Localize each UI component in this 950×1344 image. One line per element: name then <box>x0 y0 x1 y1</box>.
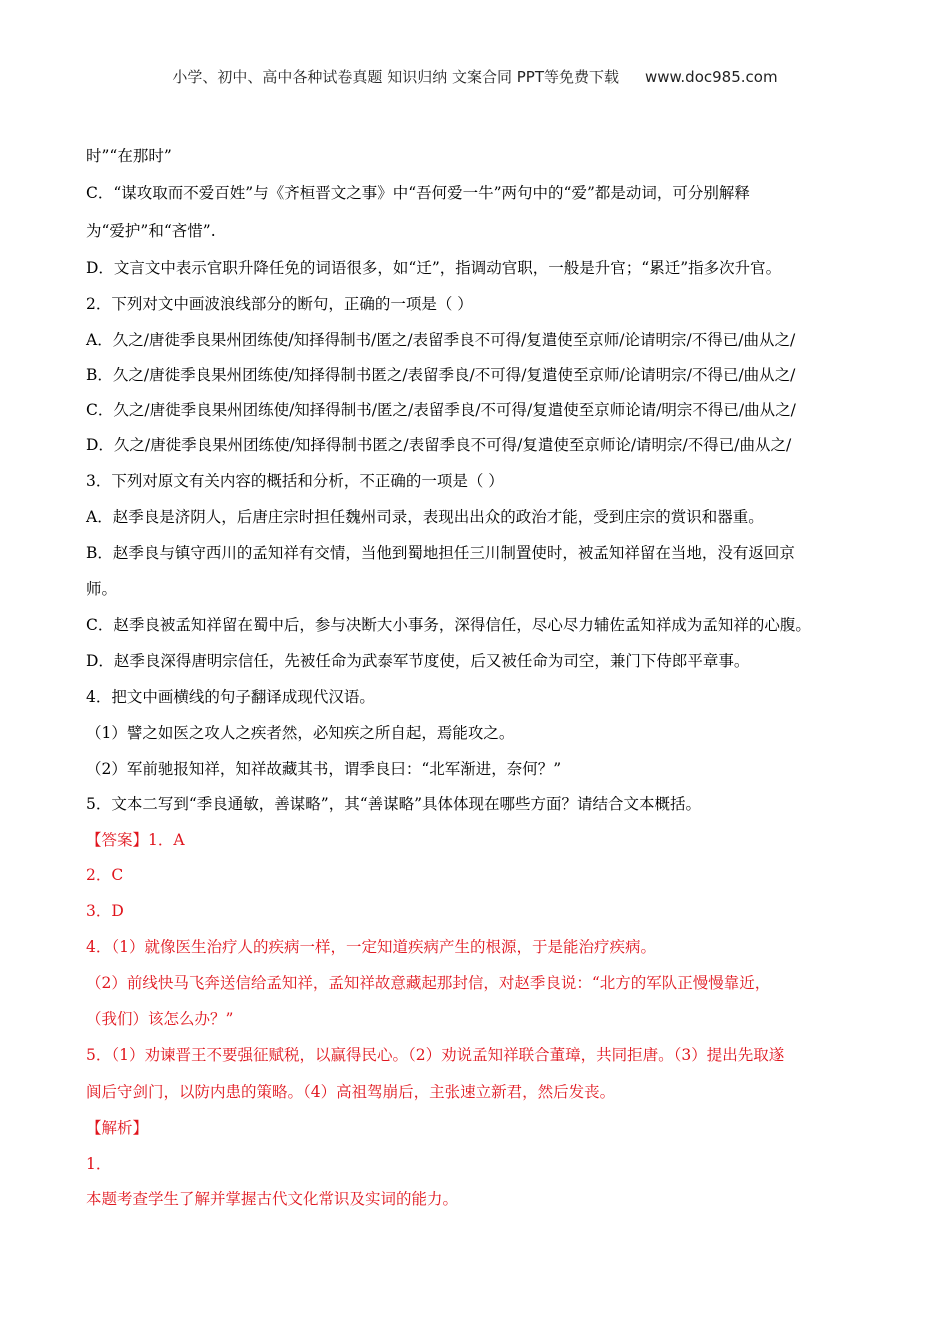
text-line: 师。 <box>86 580 118 598</box>
answer-5-line: 阆后守剑门，以防内患的策略。（4）高祖驾崩后，主张速立新君，然后发丧。 <box>86 1083 616 1101</box>
option-c-line: C．“谋攻取而不爱百姓”与《齐桓晋文之事》中“吾何爱一牛”两句中的“爱”都是动词，可分别解释 <box>86 184 750 202</box>
answer-4-line: 4．（1）就像医生治疗人的疾病一样，一定知道疾病产生的根源，于是能治疗疾病。 <box>86 938 656 956</box>
analysis-text: 本题考查学生了解并掌握古代文化常识及实词的能力。 <box>86 1190 459 1208</box>
analysis-heading: 【解析】 <box>86 1119 149 1137</box>
option-b-line: B．赵季良与镇守西川的孟知祥有交情，当他到蜀地担任三川制置使时，被孟知祥留在当地，没有返回京 <box>86 544 795 562</box>
question-3: 3．下列对原文有关内容的概括和分析，不正确的一项是（ ） <box>86 472 504 490</box>
option-d-line: D．文言文中表示官职升降任免的词语很多，如“迁”，指调动官职，一般是升官；“累迁”指多次升官。 <box>86 259 782 277</box>
header-url[interactable]: www.doc985.com <box>644 68 778 86</box>
answer-5-line: 5．（1）劝谏晋王不要强征赋税，以赢得民心。（2）劝说孟知祥联合董璋，共同拒唐。（3）提出先取遂 <box>86 1046 785 1064</box>
text-line: 时”“在那时” <box>86 147 172 165</box>
answer-2: 2．C <box>86 866 124 884</box>
header-text: 小学、初中、高中各种试卷真题 知识归纳 文案合同 PPT等免费下载 <box>172 68 619 86</box>
option-d-line: D．赵季良深得唐明宗信任，先被任命为武泰军节度使，后又被任命为司空，兼门下侍郎平章事。 <box>86 652 750 670</box>
answer-4-line: （我们）该怎么办？” <box>86 1010 234 1028</box>
analysis-item-1: 1． <box>86 1155 112 1173</box>
page-header <box>0 66 950 87</box>
text-line: 为“爱护”和“吝惜”. <box>86 222 216 240</box>
option-a-line: A．赵季良是济阴人，后唐庄宗时担任魏州司录，表现出出众的政治才能，受到庄宗的赏识和器重。 <box>86 508 764 526</box>
question-4-item-1: （1）譬之如医之攻人之疾者然，必知疾之所自起，焉能攻之。 <box>86 724 515 742</box>
option-c-line: C．久之/唐徙季良果州团练使/知择得制书/匿之/表留季良/不可得/复遣使至京师论请/明宗不得已/曲从之/ <box>86 401 796 419</box>
question-4-item-2: （2）军前驰报知祥，知祥故藏其书，谓季良曰：“北军渐进，奈何？” <box>86 760 562 778</box>
option-c-line: C．赵季良被孟知祥留在蜀中后，参与决断大小事务，深得信任，尽心尽力辅佐孟知祥成为孟知祥的心腹。 <box>86 616 811 634</box>
answer-heading: 【答案】1．A <box>86 831 185 849</box>
option-b-line: B．久之/唐徙季良果州团练使/知择得制书匿之/表留季良/不可得/复遣使至京师/论请明宗/不得已/曲从之/ <box>86 366 796 384</box>
answer-3: 3．D <box>86 902 124 920</box>
option-a-line: A．久之/唐徙季良果州团练使/知择得制书/匿之/表留季良不可得/复遣使至京师/论请明宗/不得已/曲从之/ <box>86 331 796 349</box>
answer-4-line: （2）前线快马飞奔送信给孟知祥，孟知祥故意藏起那封信，对赵季良说：“北方的军队正慢慢靠近， <box>86 974 771 992</box>
question-5: 5．文本二写到“季良通敏，善谋略”，其“善谋略”具体体现在哪些方面？请结合文本概括。 <box>86 795 702 813</box>
option-d-line: D．久之/唐徙季良果州团练使/知择得制书匿之/表留季良不可得/复遣使至京师论/请明宗/不得已/曲从之/ <box>86 436 792 454</box>
question-2: 2．下列对文中画波浪线部分的断句，正确的一项是（ ） <box>86 295 473 313</box>
question-4: 4．把文中画横线的句子翻译成现代汉语。 <box>86 688 375 706</box>
